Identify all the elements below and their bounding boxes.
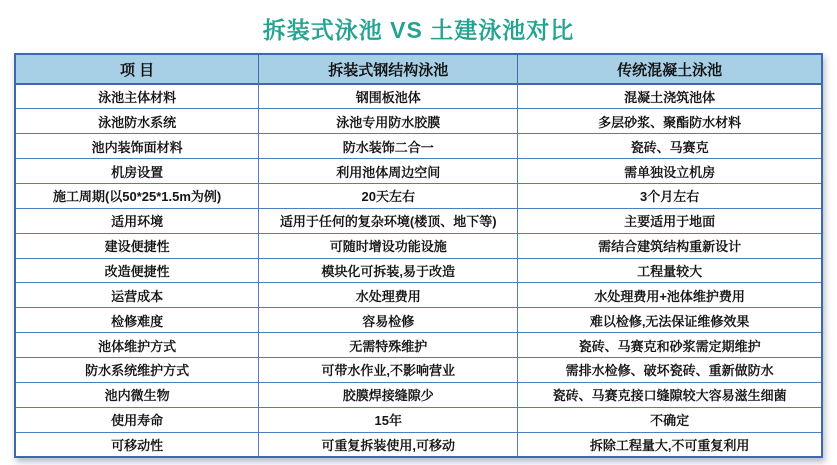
table-cell: 可移动性 xyxy=(15,432,259,457)
table-cell: 建设便捷性 xyxy=(15,233,259,258)
table-cell: 施工周期(以50*25*1.5m为例) xyxy=(15,183,259,208)
column-header-concrete-pool: 传统混凝土泳池 xyxy=(518,54,822,84)
table-cell: 3个月左右 xyxy=(518,183,822,208)
column-header-demountable-pool: 拆装式钢结构泳池 xyxy=(259,54,518,84)
table-cell: 需排水检修、破坏瓷砖、重新做防水 xyxy=(518,357,822,382)
table-cell: 适用于任何的复杂环境(楼顶、地下等) xyxy=(259,208,518,233)
table-cell: 检修难度 xyxy=(15,308,259,333)
table-header-row xyxy=(15,54,822,84)
table-row xyxy=(15,134,822,159)
table-cell: 混凝土浇筑池体 xyxy=(518,84,822,109)
table-cell: 利用池体周边空间 xyxy=(259,159,518,184)
table-row xyxy=(15,233,822,258)
table-cell: 钢围板池体 xyxy=(259,84,518,109)
table-row xyxy=(15,258,822,283)
page-title: 拆装式泳池 VS 土建泳池对比 xyxy=(262,17,575,43)
table-cell: 泳池主体材料 xyxy=(15,84,259,109)
table-row xyxy=(15,159,822,184)
table-cell: 可重复拆装使用,可移动 xyxy=(259,432,518,457)
table-cell: 池体维护方式 xyxy=(15,333,259,358)
table-row xyxy=(15,308,822,333)
table-row xyxy=(15,183,822,208)
table-row xyxy=(15,333,822,358)
table-cell: 机房设置 xyxy=(15,159,259,184)
table-cell: 使用寿命 xyxy=(15,407,259,432)
table-body xyxy=(15,84,822,457)
table-cell: 防水装饰二合一 xyxy=(259,134,518,159)
table-cell: 需单独设立机房 xyxy=(518,159,822,184)
table-row xyxy=(15,208,822,233)
table-cell: 水处理费用+池体维护费用 xyxy=(518,283,822,308)
table-cell: 工程量较大 xyxy=(518,258,822,283)
table-cell: 胶膜焊接缝隙少 xyxy=(259,382,518,407)
table-cell: 无需特殊维护 xyxy=(259,333,518,358)
comparison-table xyxy=(14,53,823,458)
table-cell: 适用环境 xyxy=(15,208,259,233)
table-cell: 多层砂浆、聚酯防水材料 xyxy=(518,109,822,134)
table-cell: 池内微生物 xyxy=(15,382,259,407)
table-cell: 改造便捷性 xyxy=(15,258,259,283)
table-cell: 瓷砖、马赛克和砂浆需定期维护 xyxy=(518,333,822,358)
table-cell: 不确定 xyxy=(518,407,822,432)
table-cell: 难以检修,无法保证维修效果 xyxy=(518,308,822,333)
table-cell: 可随时增设功能设施 xyxy=(259,233,518,258)
table-row xyxy=(15,407,822,432)
table-row xyxy=(15,84,822,109)
table-cell: 池内装饰面材料 xyxy=(15,134,259,159)
table-row xyxy=(15,357,822,382)
table-row xyxy=(15,283,822,308)
table-cell: 泳池专用防水胶膜 xyxy=(259,109,518,134)
table-cell: 可带水作业,不影响营业 xyxy=(259,357,518,382)
table-row xyxy=(15,432,822,457)
table-cell: 20天左右 xyxy=(259,183,518,208)
table-cell: 瓷砖、马赛克接口缝隙较大容易滋生细菌 xyxy=(518,382,822,407)
column-header-item: 项 目 xyxy=(15,54,259,84)
table-cell: 需结合建筑结构重新设计 xyxy=(518,233,822,258)
table-cell: 模块化可拆装,易于改造 xyxy=(259,258,518,283)
table-cell: 瓷砖、马赛克 xyxy=(518,134,822,159)
table-cell: 主要适用于地面 xyxy=(518,208,822,233)
table-cell: 泳池防水系统 xyxy=(15,109,259,134)
table-cell: 容易检修 xyxy=(259,308,518,333)
table-row xyxy=(15,109,822,134)
table-row xyxy=(15,382,822,407)
table-cell: 15年 xyxy=(259,407,518,432)
table-cell: 运营成本 xyxy=(15,283,259,308)
table-cell: 防水系统维护方式 xyxy=(15,357,259,382)
table-cell: 水处理费用 xyxy=(259,283,518,308)
table-cell: 拆除工程量大,不可重复利用 xyxy=(518,432,822,457)
